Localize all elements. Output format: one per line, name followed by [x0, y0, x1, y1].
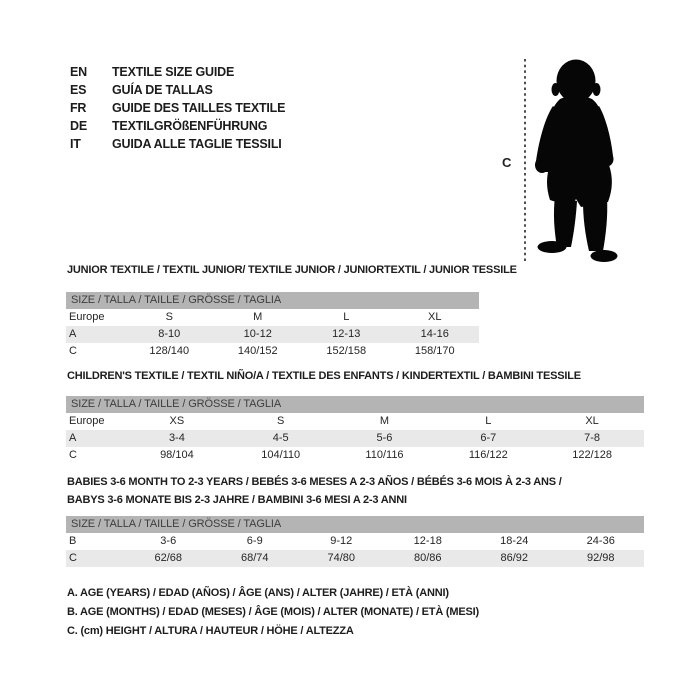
size-cell: 8-10 [158, 328, 181, 340]
baby-shape [535, 60, 618, 263]
size-cell: 6-7 [480, 432, 497, 444]
note-height: C. (cm) HEIGHT / ALTURA / HAUTEUR / HÖHE / ALTEZZA [67, 625, 354, 637]
size-cell: XS [169, 415, 185, 427]
row-label: B [69, 535, 77, 547]
size-header-bar: SIZE / TALLA / TAILLE / GRÖSSE / TAGLIA [66, 516, 644, 533]
size-cell: 158/170 [414, 345, 455, 357]
language-row-en [70, 63, 285, 81]
language-row-fr [70, 99, 285, 117]
size-cell: 116/122 [468, 449, 508, 461]
junior-size-table [66, 292, 479, 360]
size-cell: M [253, 311, 263, 323]
size-cell: XL [585, 415, 599, 427]
size-cell: 3-4 [168, 432, 185, 444]
size-cell: 24-36 [586, 535, 615, 547]
row-label: Europe [69, 415, 105, 427]
language-code: FR [70, 101, 87, 115]
language-code: ES [70, 83, 87, 97]
size-cell: M [379, 415, 390, 427]
size-cell: S [165, 311, 173, 323]
note-age-years: A. AGE (YEARS) / EDAD (AÑOS) / ÂGE (ANS) / ALTER (JAHRE) / ETÀ (ANNI) [67, 587, 449, 599]
language-row-de [70, 117, 285, 135]
size-cell: 98/104 [160, 449, 194, 461]
table-row-months [66, 533, 644, 550]
size-cell: 86/92 [500, 552, 529, 564]
row-label: Europe [69, 311, 105, 323]
row-label: A [69, 432, 77, 444]
language-label: GUIDA ALLE TAGLIE TESSILI [112, 137, 282, 151]
size-cell: 122/128 [572, 449, 612, 461]
size-cell: 92/98 [586, 552, 615, 564]
size-cell: S [277, 415, 285, 427]
table-row-height [66, 343, 479, 360]
size-cell: 140/152 [237, 345, 278, 357]
size-cell: 74/80 [327, 552, 356, 564]
note-age-months: B. AGE (MONTHS) / EDAD (MESES) / ÂGE (MOIS) / ALTER (MONATE) / ETÀ (MESI) [67, 606, 479, 618]
size-cell: 3-6 [160, 535, 177, 547]
language-row-it [70, 135, 285, 153]
language-list [70, 63, 285, 153]
section-title-junior: JUNIOR TEXTILE / TEXTIL JUNIOR/ TEXTILE JUNIOR / JUNIORTEXTIL / JUNIOR TESSILE [67, 264, 517, 276]
section-title-babies-line1: BABIES 3-6 MONTH TO 2-3 YEARS / BEBÉS 3-6 MESES A 2-3 AÑOS / BÉBÉS 3-6 MOIS À 2-3 ANS / [67, 476, 562, 488]
section-title-children: CHILDREN'S TEXTILE / TEXTIL NIÑO/A / TEXTILE DES ENFANTS / KINDERTEXTIL / BAMBINI TESSILE [67, 370, 581, 382]
legend-notes [67, 584, 479, 641]
size-cell: L [343, 311, 350, 323]
table-row-europe [66, 309, 479, 326]
language-row-es [70, 81, 285, 99]
size-cell: 68/74 [240, 552, 269, 564]
size-cell: 12-18 [413, 535, 442, 547]
size-cell: 4-5 [272, 432, 289, 444]
size-header-bar: SIZE / TALLA / TAILLE / GRÖSSE / TAGLIA [66, 396, 644, 413]
size-cell: L [485, 415, 492, 427]
row-label: C [69, 345, 77, 357]
table-row-height [66, 550, 644, 567]
babies-size-table [66, 516, 644, 567]
table-row-height [66, 447, 644, 464]
size-cell: 110/116 [365, 449, 404, 461]
size-cell: 10-12 [243, 328, 272, 340]
size-cell: 7-8 [584, 432, 601, 444]
size-cell: 12-13 [332, 328, 361, 340]
size-header-bar: SIZE / TALLA / TAILLE / GRÖSSE / TAGLIA [66, 292, 479, 309]
language-label: TEXTILGRÖßENFÜHRUNG [112, 119, 268, 133]
language-label: TEXTILE SIZE GUIDE [112, 65, 235, 79]
size-cell: 62/68 [154, 552, 183, 564]
size-cell: 14-16 [420, 328, 449, 340]
size-cell: XL [428, 311, 442, 323]
row-label: A [69, 328, 77, 340]
table-row-age [66, 430, 644, 447]
table-row-age [66, 326, 479, 343]
size-cell: 128/140 [149, 345, 190, 357]
size-cell: 5-6 [376, 432, 393, 444]
baby-silhouette-icon [518, 50, 633, 268]
size-cell: 9-12 [330, 535, 353, 547]
language-label: GUIDE DES TAILLES TEXTILE [112, 101, 286, 115]
row-label: C [69, 449, 77, 461]
section-title-babies-line2: BABYS 3-6 MONATE BIS 2-3 JAHRE / BAMBINI 3-6 MESI A 2-3 ANNI [67, 494, 407, 506]
children-size-table [66, 396, 644, 464]
language-code: DE [70, 119, 87, 133]
language-code: EN [70, 65, 87, 79]
size-cell: 104/110 [261, 449, 301, 461]
size-cell: 6-9 [246, 535, 263, 547]
height-label-c: C [502, 155, 512, 170]
language-code: IT [70, 137, 81, 151]
size-cell: 18-24 [500, 535, 529, 547]
row-label: C [69, 552, 77, 564]
table-row-europe [66, 413, 644, 430]
language-label: GUÍA DE TALLAS [112, 83, 213, 97]
size-cell: 80/86 [413, 552, 442, 564]
size-cell: 152/158 [326, 345, 367, 357]
